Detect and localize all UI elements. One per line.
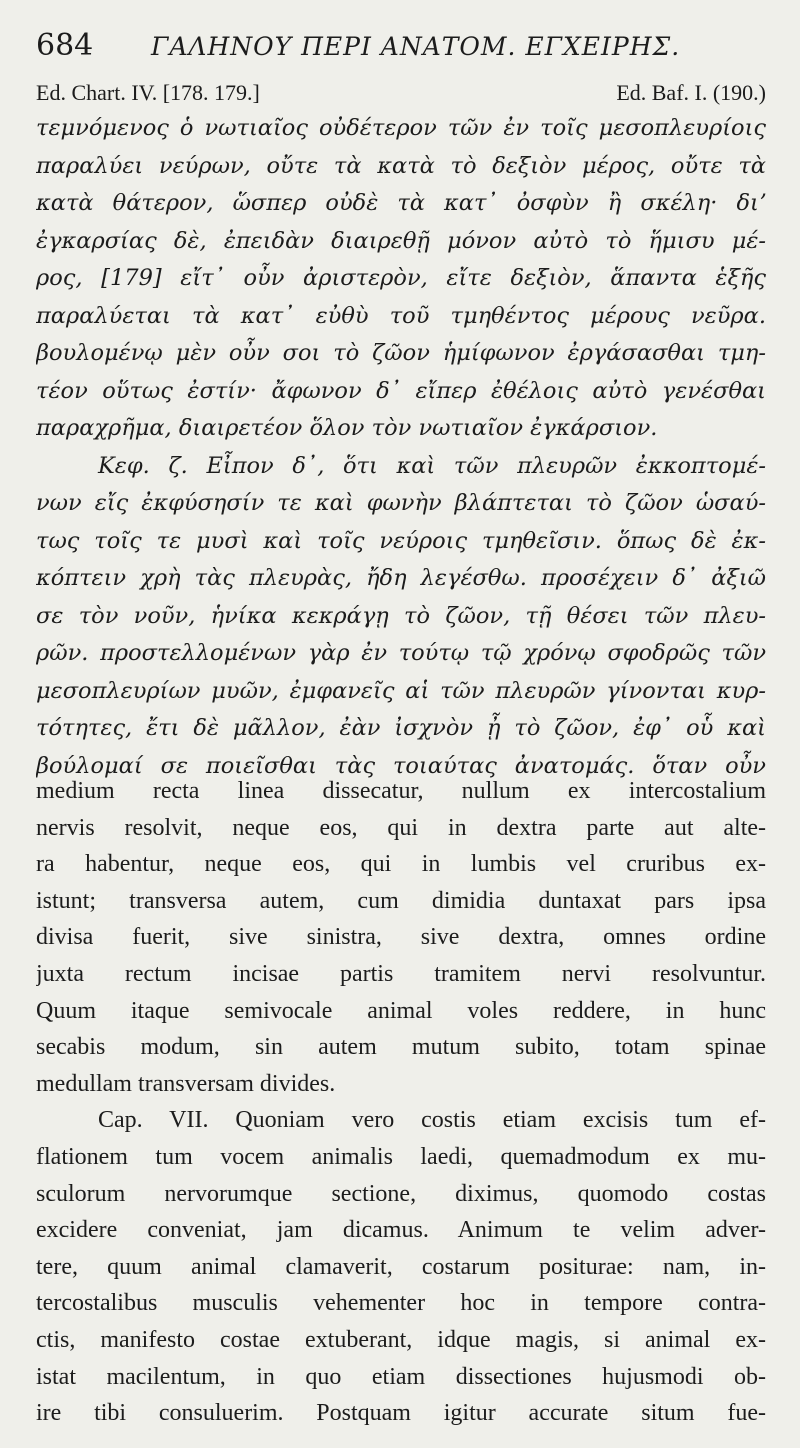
greek-line: Κεφ. ζ. Εἶπον δ᾽, ὅτι καὶ τῶν πλευρῶν ἐκκοπτομέ- bbox=[98, 452, 766, 479]
greek-line: τως τοῖς τε μυσὶ καὶ τοῖς νεύροις τμηθεῖσιν. ὅπως δὲ ἐκ- bbox=[36, 527, 766, 554]
greek-line: νων εἴς ἐκφύσησίν τε καὶ φωνὴν βλάπτεται τὸ ζῶον ὡσαύ- bbox=[36, 490, 766, 516]
latin-line: secabis modum, sin autem mutum subito, totam spinae bbox=[36, 1034, 766, 1061]
greek-text-block bbox=[36, 110, 766, 785]
latin-line: ire tibi consuluerim. Postquam igitur accurate situm fue- bbox=[36, 1400, 766, 1427]
latin-line: tere, quum animal clamaverit, costarum positurae: nam, in- bbox=[36, 1253, 766, 1280]
running-title: ΓΑΛΗΝΟΥ ΠΕΡΙ ΑΝΑΤΟΜ. ΕΓΧΕΙΡΗΣ. bbox=[151, 32, 681, 61]
latin-line: medullam transversam divides. bbox=[36, 1070, 336, 1097]
latin-line: istat macilentum, in quo etiam dissectiones hujusmodi ob- bbox=[36, 1363, 766, 1390]
greek-line: τότητες, ἔτι δὲ μᾶλλον, ἐὰν ἰσχνὸν ᾖ τὸ ζῶον, ἐφ᾽ οὗ καὶ bbox=[36, 715, 766, 741]
page-number: 684 bbox=[36, 28, 94, 63]
greek-line: σε τὸν νοῦν, ἡνίκα κεκράγῃ τὸ ζῶον, τῇ θέσει τῶν πλευ- bbox=[36, 602, 766, 629]
latin-line: excidere conveniat, jam dicamus. Animum te velim adver- bbox=[36, 1217, 766, 1244]
greek-line: τεμνόμενος ὁ νωτιαῖος οὐδέτερον τῶν ἐν τοῖς μεσοπλευρίοις bbox=[36, 115, 766, 141]
greek-line: κατὰ θάτερον, ὥσπερ οὐδὲ τὰ κατ᾽ ὀσφὺν ἢ σκέλη· διʼ bbox=[36, 190, 766, 216]
greek-line: παραχρῆμα, διαιρετέον ὅλον τὸν νωτιαῖον ἐγκάρσιον. bbox=[36, 415, 658, 441]
greek-line: παραλύει νεύρων, οὔτε τὰ κατὰ τὸ δεξιὸν μέρος, οὔτε τὰ bbox=[36, 152, 766, 179]
latin-line: medium recta linea dissecatur, nullum ex intercostalium bbox=[36, 778, 766, 804]
edition-line bbox=[36, 80, 766, 110]
latin-line: Quum itaque semivocale animal voles reddere, in hunc bbox=[36, 997, 766, 1024]
latin-line: divisa fuerit, sive sinistra, sive dextra, omnes ordine bbox=[36, 924, 766, 951]
latin-line: juxta rectum incisae partis tramitem nervi resolvuntur. bbox=[36, 960, 766, 987]
greek-line: παραλύεται τὰ κατ᾽ εὐθὺ τοῦ τμηθέντος μέρους νεῦρα. bbox=[36, 302, 766, 329]
greek-line: μεσοπλευρίων μυῶν, ἐμφανεῖς αἱ τῶν πλευρῶν γίνονται κυρ- bbox=[36, 677, 766, 704]
latin-line: ctis, manifesto costae extuberant, idque magis, si animal ex- bbox=[36, 1326, 766, 1353]
latin-text-block bbox=[36, 773, 766, 1432]
greek-line: ρος, [179] εἴτ᾽ οὖν ἀριστερὸν, εἴτε δεξιὸν, ἅπαντα ἑξῆς bbox=[36, 265, 766, 291]
latin-line: tercostalibus musculis vehementer hoc in tempore contra- bbox=[36, 1290, 766, 1317]
latin-line: nervis resolvit, neque eos, qui in dextra parte aut alte- bbox=[36, 814, 766, 841]
latin-line: istunt; transversa autem, cum dimidia duntaxat pars ipsa bbox=[36, 887, 766, 914]
running-head bbox=[36, 28, 766, 68]
latin-line: ra habentur, neque eos, qui in lumbis vel cruribus ex- bbox=[36, 851, 766, 878]
latin-line: Cap. VII. Quoniam vero costis etiam excisis tum ef- bbox=[98, 1107, 766, 1134]
greek-line: ρῶν. προστελλομένων γὰρ ἐν τούτῳ τῷ χρόνῳ σφοδρῶς τῶν bbox=[36, 640, 766, 666]
greek-line: ἐγκαρσίας δὲ, ἐπειδὰν διαιρεθῇ μόνον αὐτὸ τὸ ἥμισυ μέ- bbox=[36, 227, 766, 254]
greek-line: βουλομένῳ μὲν οὖν σοι τὸ ζῶον ἡμίφωνον ἐργάσασθαι τμη- bbox=[36, 340, 766, 366]
greek-line: βούλομαί σε ποιεῖσθαι τὰς τοιαύτας ἀνατομάς. ὅταν οὖν bbox=[36, 752, 766, 779]
greek-line: τέον οὕτως ἐστίν· ἄφωνον δ᾽ εἴπερ ἐθέλοις αὐτὸ γενέσθαι bbox=[36, 377, 766, 404]
latin-line: sculorum nervorumque sectione, diximus, quomodo costas bbox=[36, 1180, 766, 1207]
edition-reference-left: Ed. Chart. IV. [178. 179.] bbox=[36, 80, 260, 105]
greek-line: κόπτειν χρὴ τὰς πλευρὰς, ἤδη λεγέσθω. προσέχειν δ᾽ ἀξιῶ bbox=[36, 565, 766, 591]
latin-line: flationem tum vocem animalis laedi, quemadmodum ex mu- bbox=[36, 1143, 766, 1170]
edition-reference-right: Ed. Baf. I. (190.) bbox=[616, 80, 766, 105]
